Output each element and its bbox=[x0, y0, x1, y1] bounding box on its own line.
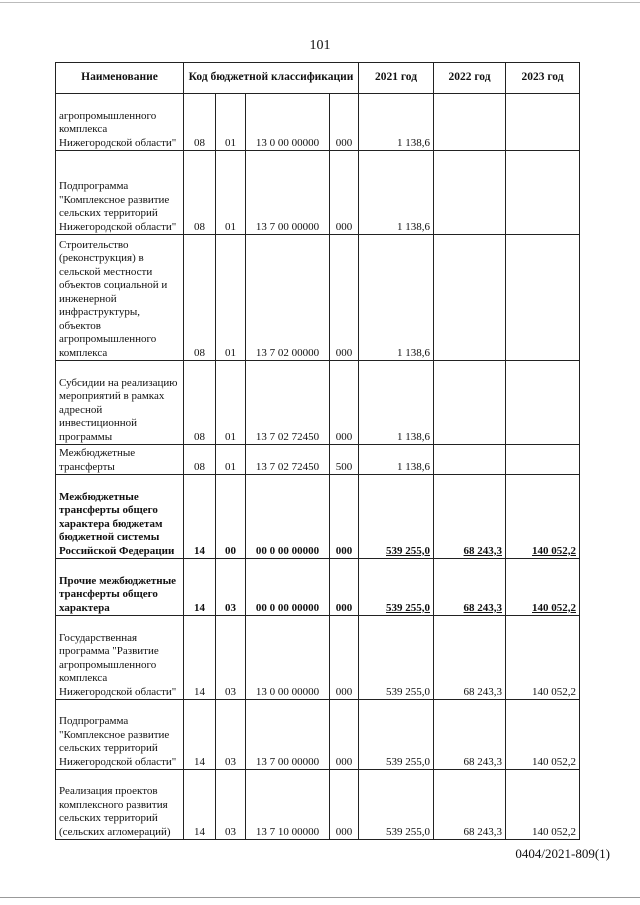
row-2023: 140 052,2 bbox=[506, 475, 580, 559]
row-target-article: 13 0 00 00000 bbox=[246, 616, 330, 700]
row-2022 bbox=[434, 94, 506, 151]
row-subsection: 01 bbox=[216, 361, 246, 445]
row-2023 bbox=[506, 361, 580, 445]
row-section: 08 bbox=[184, 94, 216, 151]
row-subsection: 01 bbox=[216, 151, 246, 235]
row-2023: 140 052,2 bbox=[506, 770, 580, 840]
row-2021: 1 138,6 bbox=[359, 445, 434, 475]
row-expense-type: 000 bbox=[330, 235, 359, 361]
row-section: 14 bbox=[184, 616, 216, 700]
row-target-article: 13 7 02 00000 bbox=[246, 235, 330, 361]
row-2021: 1 138,6 bbox=[359, 235, 434, 361]
row-subsection: 01 bbox=[216, 235, 246, 361]
table-header-row bbox=[56, 63, 580, 94]
row-expense-type: 000 bbox=[330, 700, 359, 770]
row-section: 08 bbox=[184, 151, 216, 235]
header-2021: 2021 год bbox=[359, 63, 434, 94]
row-2021: 1 138,6 bbox=[359, 361, 434, 445]
row-target-article: 13 7 00 00000 bbox=[246, 700, 330, 770]
row-section: 08 bbox=[184, 361, 216, 445]
row-expense-type: 000 bbox=[330, 94, 359, 151]
row-2021: 539 255,0 bbox=[359, 616, 434, 700]
header-2023: 2023 год bbox=[506, 63, 580, 94]
row-subsection: 01 bbox=[216, 94, 246, 151]
row-target-article: 13 7 10 00000 bbox=[246, 770, 330, 840]
row-2021: 539 255,0 bbox=[359, 700, 434, 770]
row-name: Межбюджетные трансферты bbox=[56, 445, 184, 475]
header-2022: 2022 год bbox=[434, 63, 506, 94]
row-2022 bbox=[434, 445, 506, 475]
row-expense-type: 000 bbox=[330, 559, 359, 616]
row-expense-type: 500 bbox=[330, 445, 359, 475]
table-row bbox=[56, 361, 580, 445]
row-2022: 68 243,3 bbox=[434, 559, 506, 616]
row-target-article: 13 7 00 00000 bbox=[246, 151, 330, 235]
row-subsection: 00 bbox=[216, 475, 246, 559]
row-2023 bbox=[506, 445, 580, 475]
table-row bbox=[56, 151, 580, 235]
row-target-article: 13 7 02 72450 bbox=[246, 361, 330, 445]
row-name: Межбюджетные трансферты общего характера бюджетам бюджетной системы Российской Федерации bbox=[56, 475, 184, 559]
row-2023: 140 052,2 bbox=[506, 700, 580, 770]
row-subsection: 03 bbox=[216, 559, 246, 616]
row-2022: 68 243,3 bbox=[434, 700, 506, 770]
row-2021: 539 255,0 bbox=[359, 475, 434, 559]
row-subsection: 03 bbox=[216, 770, 246, 840]
row-section: 08 bbox=[184, 235, 216, 361]
row-section: 14 bbox=[184, 770, 216, 840]
header-name: Наименование bbox=[56, 63, 184, 94]
row-target-article: 13 0 00 00000 bbox=[246, 94, 330, 151]
row-2022: 68 243,3 bbox=[434, 616, 506, 700]
row-2023: 140 052,2 bbox=[506, 559, 580, 616]
row-2023: 140 052,2 bbox=[506, 616, 580, 700]
row-section: 14 bbox=[184, 475, 216, 559]
row-2022 bbox=[434, 235, 506, 361]
row-expense-type: 000 bbox=[330, 770, 359, 840]
row-name: Подпрограмма "Комплексное развитие сельских территорий Нижегородской области" bbox=[56, 700, 184, 770]
table-row bbox=[56, 94, 580, 151]
row-name: агропромышленного комплекса Нижегородской области" bbox=[56, 94, 184, 151]
scan-bottom-edge bbox=[0, 897, 640, 898]
table-row bbox=[56, 235, 580, 361]
budget-table bbox=[55, 62, 580, 840]
page-number: 101 bbox=[309, 38, 331, 53]
row-expense-type: 000 bbox=[330, 616, 359, 700]
row-target-article: 00 0 00 00000 bbox=[246, 559, 330, 616]
row-section: 14 bbox=[184, 700, 216, 770]
row-2021: 539 255,0 bbox=[359, 770, 434, 840]
row-section: 14 bbox=[184, 559, 216, 616]
table-row bbox=[56, 475, 580, 559]
row-name: Прочие межбюджетные трансферты общего характера bbox=[56, 559, 184, 616]
row-2023 bbox=[506, 151, 580, 235]
table-row bbox=[56, 700, 580, 770]
row-2022 bbox=[434, 361, 506, 445]
row-name: Субсидии на реализацию мероприятий в рамках адресной инвестиционной программы bbox=[56, 361, 184, 445]
row-target-article: 13 7 02 72450 bbox=[246, 445, 330, 475]
row-name: Подпрограмма "Комплексное развитие сельских территорий Нижегородской области" bbox=[56, 151, 184, 235]
row-expense-type: 000 bbox=[330, 361, 359, 445]
row-name: Государственная программа "Развитие агропромышленного комплекса Нижегородской области" bbox=[56, 616, 184, 700]
row-2022: 68 243,3 bbox=[434, 475, 506, 559]
row-section: 08 bbox=[184, 445, 216, 475]
row-2021: 539 255,0 bbox=[359, 559, 434, 616]
table-row bbox=[56, 559, 580, 616]
row-2022 bbox=[434, 151, 506, 235]
header-code: Код бюджетной классификации bbox=[184, 63, 359, 94]
row-name: Строительство (реконструкция) в сельской местности объектов социальной и инженерной инфраструктуры, объектов агропромышленного комплекса bbox=[56, 235, 184, 361]
row-2021: 1 138,6 bbox=[359, 151, 434, 235]
row-subsection: 03 bbox=[216, 700, 246, 770]
row-2023 bbox=[506, 235, 580, 361]
row-expense-type: 000 bbox=[330, 151, 359, 235]
row-target-article: 00 0 00 00000 bbox=[246, 475, 330, 559]
row-2022: 68 243,3 bbox=[434, 770, 506, 840]
table-row bbox=[56, 770, 580, 840]
table-row bbox=[56, 616, 580, 700]
scan-top-edge bbox=[0, 2, 640, 3]
row-2021: 1 138,6 bbox=[359, 94, 434, 151]
row-name: Реализация проектов комплексного развития сельских территорий (сельских агломераций) bbox=[56, 770, 184, 840]
row-expense-type: 000 bbox=[330, 475, 359, 559]
row-subsection: 01 bbox=[216, 445, 246, 475]
table-row bbox=[56, 445, 580, 475]
row-subsection: 03 bbox=[216, 616, 246, 700]
row-2023 bbox=[506, 94, 580, 151]
document-code: 0404/2021-809(1) bbox=[515, 846, 610, 861]
